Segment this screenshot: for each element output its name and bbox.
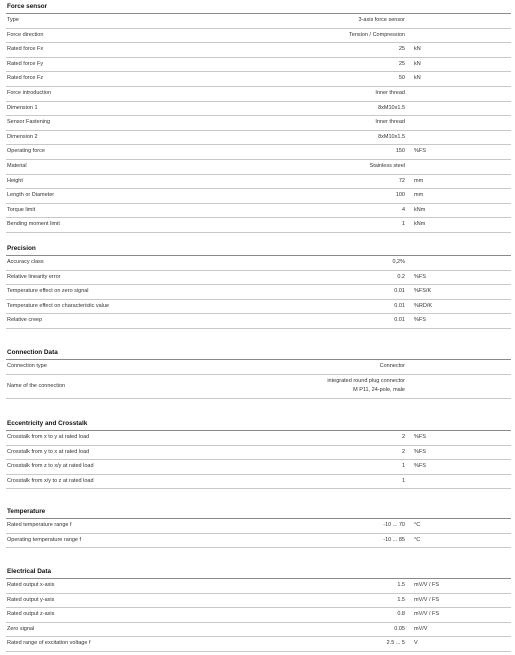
spec-unit: mm — [414, 192, 424, 199]
spec-section — [6, 568, 511, 652]
spec-label: Temperature effect on zero signal — [7, 288, 89, 295]
spec-value: 72 — [398, 177, 405, 184]
spec-label: Force direction — [7, 31, 44, 38]
spec-value: 2.5 ... 5 — [386, 640, 405, 647]
spec-value: 1 — [401, 221, 405, 228]
spec-unit: V — [414, 640, 418, 647]
spec-label: Zero signal — [7, 625, 35, 632]
spec-unit: kNm — [414, 206, 426, 213]
spec-value: Connector — [379, 363, 405, 369]
spec-unit: mm — [414, 177, 424, 184]
spec-value: 0,2% — [392, 259, 405, 265]
spec-label: Rated force Fy — [7, 60, 44, 67]
spec-value: 8xM10x1.5 — [378, 104, 405, 111]
spec-row — [6, 460, 511, 475]
section-title: Eccentricity and Crosstalk — [6, 420, 511, 431]
spec-label: Material — [7, 162, 27, 169]
spec-value: 25 — [398, 60, 405, 67]
spec-unit: °C — [414, 536, 421, 543]
spec-row — [6, 218, 511, 233]
spec-row — [6, 375, 511, 399]
spec-value: 2 — [401, 448, 405, 455]
spec-label: Name of the connection — [7, 382, 66, 389]
spec-value: 0.01 — [394, 317, 405, 324]
spec-row — [6, 14, 511, 29]
spec-row — [6, 300, 511, 315]
spec-value: 1 — [401, 463, 405, 470]
spec-row — [6, 29, 511, 44]
spec-value: 25 — [398, 46, 405, 53]
spec-unit: %RD/K — [414, 302, 433, 309]
spec-value: Inner thread — [375, 119, 405, 126]
spec-unit: %FS/K — [414, 288, 432, 295]
spec-value: 1 — [401, 477, 405, 484]
spec-row — [6, 102, 511, 117]
spec-row — [6, 160, 511, 175]
spec-label: Connection type — [7, 363, 47, 369]
spec-value: Tension / Compression — [349, 31, 405, 38]
spec-unit: %FS — [414, 434, 426, 440]
spec-label: Dimension 2 — [7, 133, 38, 140]
spec-row — [6, 637, 511, 652]
spec-value: 150 — [395, 148, 405, 155]
spec-row — [6, 189, 511, 204]
spec-unit: kN — [414, 60, 421, 67]
spec-row — [6, 534, 511, 549]
spec-row — [6, 360, 511, 375]
spec-unit: %FS — [414, 273, 426, 280]
spec-section — [6, 508, 511, 548]
spec-unit: %FS — [414, 317, 426, 324]
spec-value: 0.8 — [397, 611, 405, 618]
spec-row — [6, 314, 511, 329]
spec-row — [6, 475, 511, 490]
spec-unit: %FS — [414, 448, 426, 455]
spec-label: Operating force — [7, 148, 45, 155]
spec-value: 8xM10x1.5 — [378, 133, 405, 140]
spec-value: Stainless steel — [369, 162, 405, 169]
spec-value: -10 ... 70 — [383, 522, 405, 528]
spec-value: 0.2 — [397, 273, 405, 280]
spec-label: Sensor Fastening — [7, 119, 51, 126]
spec-label: Rated output x-axis — [7, 582, 55, 588]
spec-label: Length or Diameter — [7, 192, 55, 199]
section-title: Connection Data — [6, 349, 511, 360]
spec-section — [6, 3, 511, 233]
spec-unit: kNm — [414, 221, 426, 228]
spec-label: Torque limit — [7, 206, 36, 213]
spec-unit: mV/V / FS — [414, 611, 440, 618]
spec-row — [6, 131, 511, 146]
spec-label: Crosstalk from x/y to z at rated load — [7, 477, 94, 484]
spec-label: Rated temperature range f — [7, 522, 72, 528]
spec-value: 0.01 — [394, 302, 405, 309]
spec-row — [6, 579, 511, 594]
spec-row — [6, 204, 511, 219]
spec-row — [6, 256, 511, 271]
spec-row — [6, 594, 511, 609]
section-title: Electrical Data — [6, 568, 511, 579]
spec-row — [6, 87, 511, 102]
spec-label: Crosstalk from x to y at rated load — [7, 434, 90, 440]
spec-value: 4 — [401, 206, 405, 213]
spec-value: 50 — [398, 75, 405, 82]
spec-unit: mV/V / FS — [414, 596, 440, 603]
spec-value: 1.5 — [397, 582, 405, 588]
spec-unit: kN — [414, 75, 421, 82]
section-title: Temperature — [6, 508, 511, 519]
spec-row — [6, 431, 511, 446]
spec-value-line: M P11, 24-pole, male — [353, 386, 405, 393]
spec-value: -10 ... 85 — [383, 536, 405, 543]
spec-unit: %FS — [414, 463, 426, 470]
spec-label: Rated force Fz — [7, 75, 44, 82]
section-title: Precision — [6, 245, 511, 256]
spec-label: Relative linearity error — [7, 273, 61, 280]
spec-label: Relative creep — [7, 317, 43, 324]
section-title: Force sensor — [6, 3, 511, 14]
spec-label: Force introduction — [7, 89, 52, 96]
spec-label: Height — [7, 177, 23, 184]
spec-row — [6, 446, 511, 461]
spec-unit: °C — [414, 522, 421, 528]
spec-label: Operating temperature range f — [7, 536, 81, 543]
spec-value — [327, 375, 405, 395]
spec-section — [6, 245, 511, 329]
spec-row — [6, 285, 511, 300]
spec-label: Rated force Fx — [7, 46, 44, 53]
spec-row — [6, 271, 511, 286]
spec-label: Rated output z-axis — [7, 611, 55, 618]
spec-section — [6, 349, 511, 399]
spec-row — [6, 519, 511, 534]
spec-value-line: integrated round plug connector — [327, 377, 405, 384]
spec-label: Dimension 1 — [7, 104, 38, 111]
spec-label: Bending moment limit — [7, 221, 60, 228]
spec-unit: mV/V — [414, 625, 428, 632]
spec-row — [6, 145, 511, 160]
spec-label: Crosstalk from z to x/y at rated load — [7, 463, 94, 470]
spec-value: 3-axis force sensor — [358, 17, 405, 23]
spec-row — [6, 116, 511, 131]
spec-row — [6, 72, 511, 87]
spec-row — [6, 175, 511, 190]
spec-value: 100 — [395, 192, 405, 199]
spec-label: Temperature effect on characteristic value — [7, 302, 110, 309]
spec-row — [6, 608, 511, 623]
spec-unit: kN — [414, 46, 421, 53]
spec-value: 1.5 — [397, 596, 405, 603]
spec-unit: %FS — [414, 148, 426, 155]
spec-value: 2 — [401, 434, 405, 440]
spec-row — [6, 58, 511, 73]
spec-label: Type — [7, 17, 19, 23]
spec-row — [6, 623, 511, 638]
spec-value: 0.05 — [394, 625, 405, 632]
spec-section — [6, 420, 511, 489]
spec-label: Accuracy class — [7, 259, 44, 265]
spec-value: Inner thread — [375, 89, 405, 96]
spec-label: Rated output y-axis — [7, 596, 55, 603]
spec-label: Crosstalk from y to x at rated load — [7, 448, 90, 455]
spec-label: Rated range of excitation voltage f — [7, 640, 91, 647]
spec-unit: mV/V / FS — [414, 582, 440, 588]
spec-value: 0.01 — [394, 288, 405, 295]
spec-row — [6, 43, 511, 58]
